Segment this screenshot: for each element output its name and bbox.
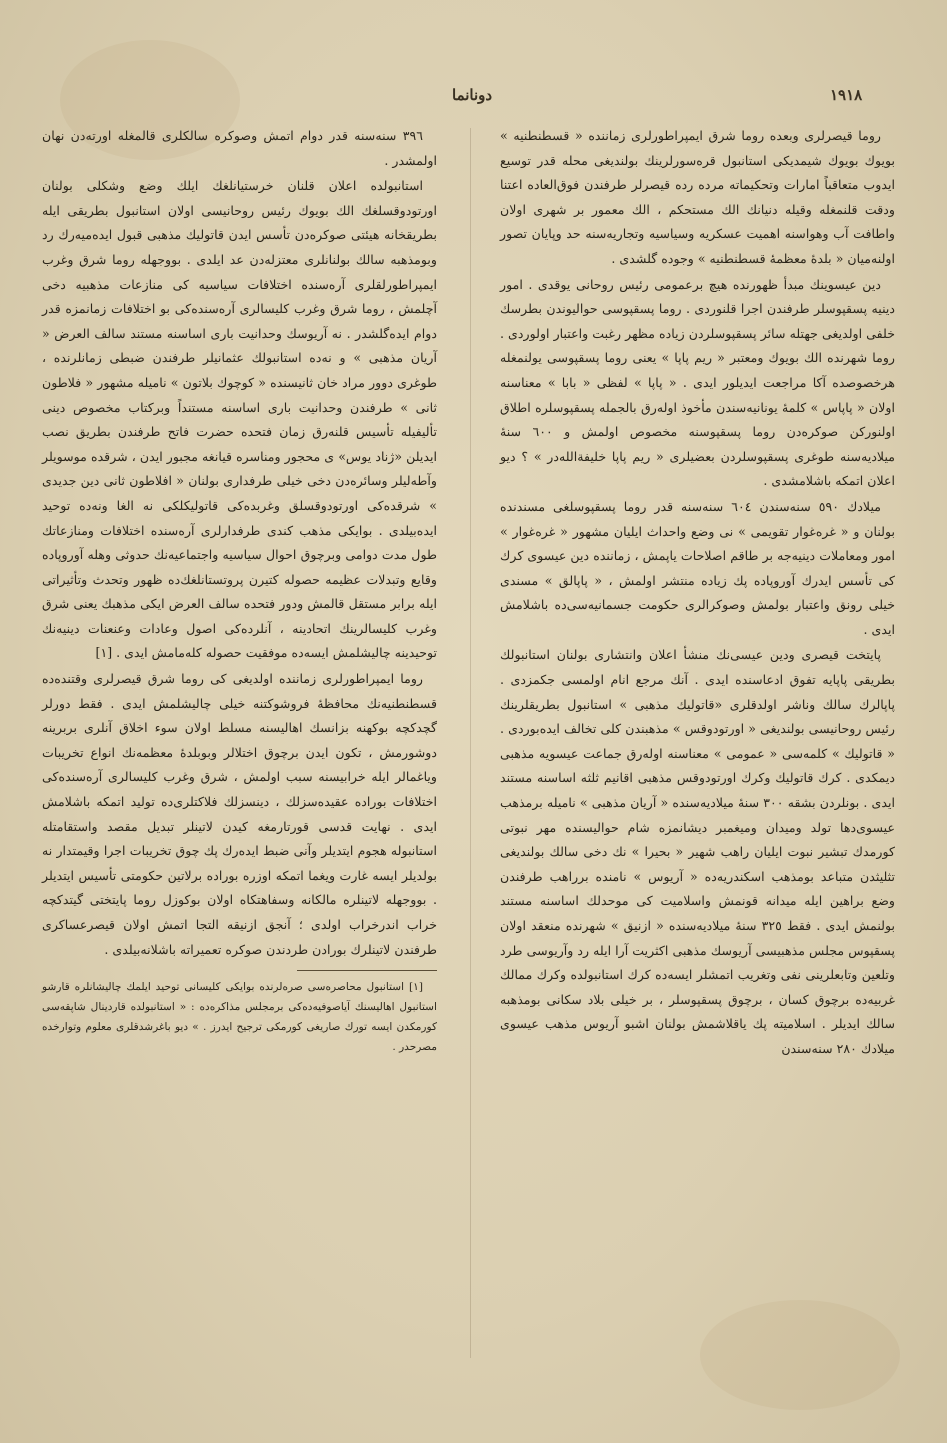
left-column [42,124,437,1058]
running-title: دونانما [452,86,493,104]
paragraph: میلادك ٥٩٠ سنه‌سندن ٦٠٤ سنه‌سنه قدر روما پسقپوسلغی مسندنده بولنان و « غره‌غوار تقویمی » نی وضع واحداث ایلیان مشهور « غره‌غوار » امور ومعاملات دینیه‌جه بر طاقم اصلاحات یاپمش ، زماننده دین عیسوی كرك كی تأسس ایدرك آوروپاده پك زیاده منتشر اولمش ، « پاپالق » مسندی خیلی رونق واعتبار بولمش وصوكرالری حكومت جسمانیه‌سی‌ده باشلامش ایدی . [500,498,895,637]
paragraph: روما قیصرلری وبعده روما شرق ایمپراطورلری زماننده « قسطنطنیه » بویوك بویوك شیمدیكی استانبول قره‌سورلرینك بولندیغی محله قدر توسیع ایدوب متعاقباً امارات وتحكیماته مرده رده قیصرلر طرفندن فوق‌العاده اعتنا ودقت قلنمغله وقیله دنیانك الك مستحكم ، الك معمور بر شهری اولان واطافت آب وهواسنه اهمیت عسكریه وسیاسیه وتجاریه‌سنه حد وپایان تصور اولنه‌میان « بلدهٔ معظمهٔ قسطنطنیه » وجوده گلشدی . [500,128,895,266]
paragraph: ٣٩٦ سنه‌سنه قدر دوام اتمش وصوكره سالكلری قالمغله اورته‌دن نهان اولمشدر . [42,128,437,168]
paragraph: روما ایمپراطورلری زماننده اولدیغی كی روما شرق قیصرلری وقتنده‌ده قسطنطنیه‌نك محافظهٔ فروشوكتنه خیلی چالیشلمش ایدی . فقط دورلر گچدكچه بوكهنه بزانسك اهالیسنه مسلط اولان سوء اخلاق آنلری بربرینه دوشورمش ، تكون ایدن برچوق اختلالر وبوبلدهٔ معظمه‌نك انواع تخریبات ویاغمالر ایله خرابیسنه سبب اولمش ، شرق وغرب كلیسالری آره‌سنده‌كی اختلافات بوراده عقیده‌سزلك ، دینسزلك فلاكتلری‌ده تولید اتمكه باشلامش ایدی . نهایت قدسی قورتارمغه كیدن لاتینلر تبدیل مقصد واستقامتله استانبوله هجوم ایتدیلر وآنی ضبط ایده‌رك پك چوق تخریبات اجرا وقیمتدار نه بولدیلر ایسه غارت ویغما اتمكه اوزره بوراده برلاتین حكومتی تأسیس ایتدیلر . بووجهله لاتینلره مالكانه وسفاهتكاه اولان بوكوزل روما پایتختی گیتدكچه خراب اندرخراب اولدی ؛ آنجق ازنیقه التجا اتمش اولان قیصرعساكری طرفندن لاتینلرك بورادن طردندن صوكره تعمیراته باشلانه‌بیلدی . [42,671,437,957]
column-divider [470,128,471,1358]
paragraph: دین عیسوینك مبدأ ظهورنده هیچ برعمومی رئیس روحانی یوقدی . امور دینیه پسقپوسلر طرفندن اجرا قلنوردی . روما پسقپوسی حوالیوندن بطرسك خلفی اولدیغی جهتله سائر پسقپوسلردن زیاده مظهر رغبت واعتبار اولوردی . روما شهرنده الك بویوك ومعتبر « ریم پاپا » یعنی روما پسقپوسی یولنمغله هرخصوصده آكا مراجعت ایدیلور ایدی . « پاپا » لفظی « بابا » معناسنه اولان « پاپاس » كلمهٔ یونانیه‌سندن مأخوذ اوله‌رق بالجمله پسقپوسلره اطلاق اولنوركن صوكره‌دن روما پسقپوسنه مخصوص اولمش و ٦٠٠ سنهٔ میلادیه‌سنه طوغری پسقپوسلردن بعضیلری « ریم پاپا خلیفة‌الله‌در » ؟ دیو اعلان اتمكه باشلامشدی . [500,276,896,489]
paragraph: پایتخت قیصری ودین عیسی‌نك منشأ اعلان وانتشاری بولنان استانبولك بطریقی پاپایه تفوق ادعاسنده ایدی . آنك مرجع انام اولمسی جكمزدی . پاپالرك سالك وناشر اولدقلری «قاتولیك مذهبی » استانبول بطریقلرینك رئیس روحانیسی بولندیغی « اورتودوقس » مذهبندن كلی تخالف ایده‌بوردی . « قاتولیك » كلمه‌سی « عمومی » معناسنه اوله‌رق جماعت عیسویه مذهبی دیمكدی . كرك قاتولیك وكرك اورتودوقس مذهبی اقانیم ثلثه اساسنه مستند ایدی . بونلردن بشقه ٣٠٠ سنهٔ میلادیه‌سنده « آریان مذهبی » نامیله برمذهب عیسوی‌دها تولد ومیدان ومیغمبر دیشانمزه شام حوالیسنده مهر نبوتی كورمدك تبشیر نبوت ایلیان راهب شهیر « بحیرا » نك دخی سالك بولندیغی تثلیثدن متباعد بومذهب اسكندریه‌ده « آریوس » نامنده برراهب طرفندن وضع براهین ایله میدانه قونمش واسلامیت كی موحدلك اساسنه مستند بولنمش ایدی . فقط ٣٢٥ سنهٔ میلادیه‌سنده « ازنیق » شهرنده منعقد اولان پسقپوس مجلس مذهبیسی آریوسك مذهبی اكثریت آرا ایله رد وآریوسی طرد وتلعین وتابعلرینی نفی وتغریب اتمشلر ایسه‌ده كرك استانبولده وكرك ممالك غربیه‌ده برچوق كسان ، برچوق پسقپوسلر ، بر خیلی بلاد سكانی بومذهبه سالك ایدیلر . اسلامیته پك یاقلاشمش بولنان اشبو آریوس مذهب عیسوی میلادك ٢٨٠ سنه‌سندن [500,647,895,1056]
footnote: [١] استانبول محاصره‌سی صره‌لرنده بوایكی كلیسانی توحید ایلمك چالیشانلره قارشو استانبول اهالیسنك آیاصوفیه‌ده‌كی برمجلس مذاكره‌ده : « استانبولده قاردینال شاپقه‌سی كورمكدن ایسه تورك صاریغی كورمكی ترجیح ایدرز . » دیو باغرشدقلری معلوم وتوارخده مصرحدر . [42,981,437,1054]
right-column [500,124,895,1063]
footnote-rule [297,970,437,971]
paper-stain [700,1300,900,1410]
page-number: ١٩١٨ [830,86,863,104]
paragraph: استانبولده اعلان قلنان خرستیانلغك ایلك وضع وشكلی بولنان اورتودوقسلغك الك بویوك رئیس روحانیسی اولان استانبول بطریقی ایله بطریقخانه هیئتی صوكره‌دن تأسس ایدن قاتولیك مذهبی قبول ایده‌میه‌رك رد وبومذهبه سالك بولنانلری معتزله‌دن عد ایلدی . بووجهله روما شرق وغرب ایمپراطورلقلری آره‌سنده اختلافات سیاسیه كی منازعات مذهبیه دخی آچلمش ، روما شرق وغرب كلیسالری آره‌سنده‌كی بو اختلافات زمانمزه قدر دوام ایده‌گلشدر . نه آریوسك وحدانیت باری اساسنه مستند سالف العرض « آریان مذهبی » و نه‌ده استانبولك عثمانیلر طرفندن ضبطی زمانلرنده ، طوغری دوور مراد خان ثانیسنده « كوچوك بلاتون » نامیله مشهور « فلاطون ثانی » طرفندن وحدانیت باری اساسنه مستنداً وبركتاب مخصوص دینی تألیفیله تأسیس قلنه‌رق زمان فتحده حضرت فاتح طرفندن بطریق نصب ایدیلن «ژناد یوس» ی محجور ومناسره قیانغه مجبور ایدن ، شرقده موسویلر وآطه‌لیلر وسائره‌دن دخی خیلی طرفداری بولنان « افلاطون ثانی دین جدیدی » شرقده‌كی اورتودوقسلق وغربده‌كی قاتولیكلكی نه الغا ونه‌ده توحید ایده‌بیلدی . بوایكی مذهب كندی طرفدارلری آره‌سنده اختلافات ومنازعاتك طول مدت دوامی وبرچوق احوال سیاسیه واجتماعیه‌نك حدوثی وهله آوروپاده وقایع وتبدلات عظیمه حصوله كتیرن پروتستانلغك‌ده ظهور وتحدث وتأثیراتی ایله برابر مستقل قالمش ودور فتحده سالف العرض ایكی مذهبك یعنی شرق وغرب كلیسالرینك اتحادینه ، آنلرده‌كی اصول وعادات وعنعنات دینیه‌نك توحیدینه چالیشلمش ایسه‌ده موفقیت حصوله كله‌مامش ایدی . [١] [42,178,437,661]
